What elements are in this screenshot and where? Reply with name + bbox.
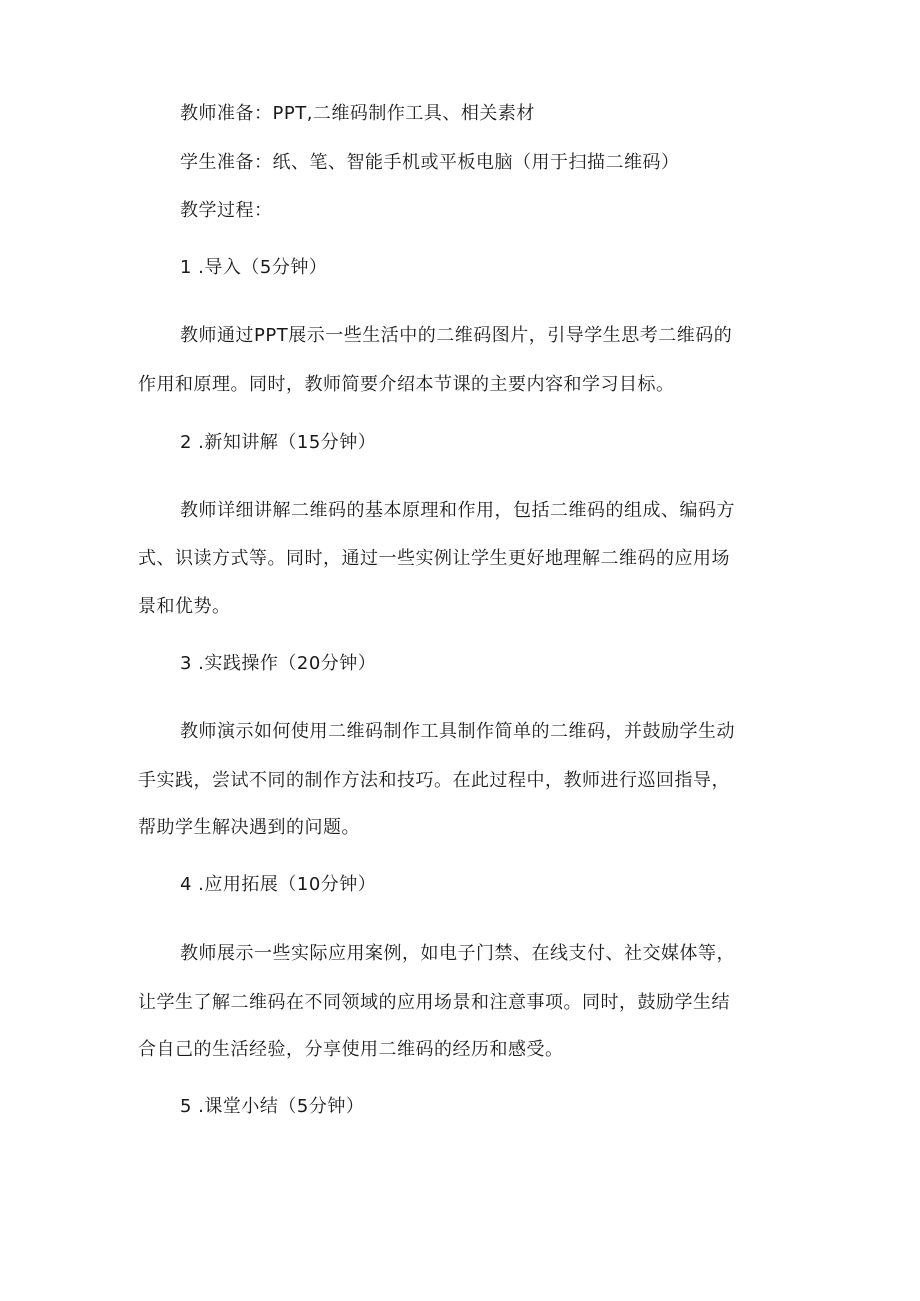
teacher-prep-line: 教师准备：PPT,二维码制作工具、相关素材 — [180, 103, 535, 124]
section-4-heading: 4 .应用拓展（10分钟） — [180, 874, 377, 895]
section-2-line-3: 景和优势。 — [138, 596, 231, 617]
section-4-line-2: 让学生了解二维码在不同领域的应用场景和注意事项。同时，鼓励学生结 — [138, 992, 730, 1013]
section-4-line-3: 合自己的生活经验，分享使用二维码的经历和感受。 — [138, 1039, 564, 1060]
section-1-line-2: 作用和原理。同时，教师简要介绍本节课的主要内容和学习目标。 — [138, 374, 675, 395]
teaching-process-label: 教学过程： — [180, 200, 273, 221]
section-2-line-1: 教师详细讲解二维码的基本原理和作用，包括二维码的组成、编码方 — [180, 500, 735, 521]
section-3-line-3: 帮助学生解决遇到的问题。 — [138, 817, 360, 838]
section-3-line-1: 教师演示如何使用二维码制作工具制作简单的二维码，并鼓励学生动 — [180, 721, 735, 742]
student-prep-line: 学生准备：纸、笔、智能手机或平板电脑（用于扫描二维码） — [180, 152, 680, 173]
section-4-line-1: 教师展示一些实际应用案例，如电子门禁、在线支付、社交媒体等， — [180, 943, 735, 964]
section-1-heading: 1 .导入（5分钟） — [180, 257, 328, 278]
section-3-heading: 3 .实践操作（20分钟） — [180, 653, 377, 674]
section-5-heading: 5 .课堂小结（5分钟） — [180, 1096, 365, 1117]
section-2-heading: 2 .新知讲解（15分钟） — [180, 432, 377, 453]
section-3-line-2: 手实践，尝试不同的制作方法和技巧。在此过程中，教师进行巡回指导， — [138, 770, 730, 791]
section-2-line-2: 式、识读方式等。同时，通过一些实例让学生更好地理解二维码的应用场 — [138, 548, 730, 569]
section-1-line-1: 教师通过PPT展示一些生活中的二维码图片，引导学生思考二维码的 — [180, 325, 733, 346]
